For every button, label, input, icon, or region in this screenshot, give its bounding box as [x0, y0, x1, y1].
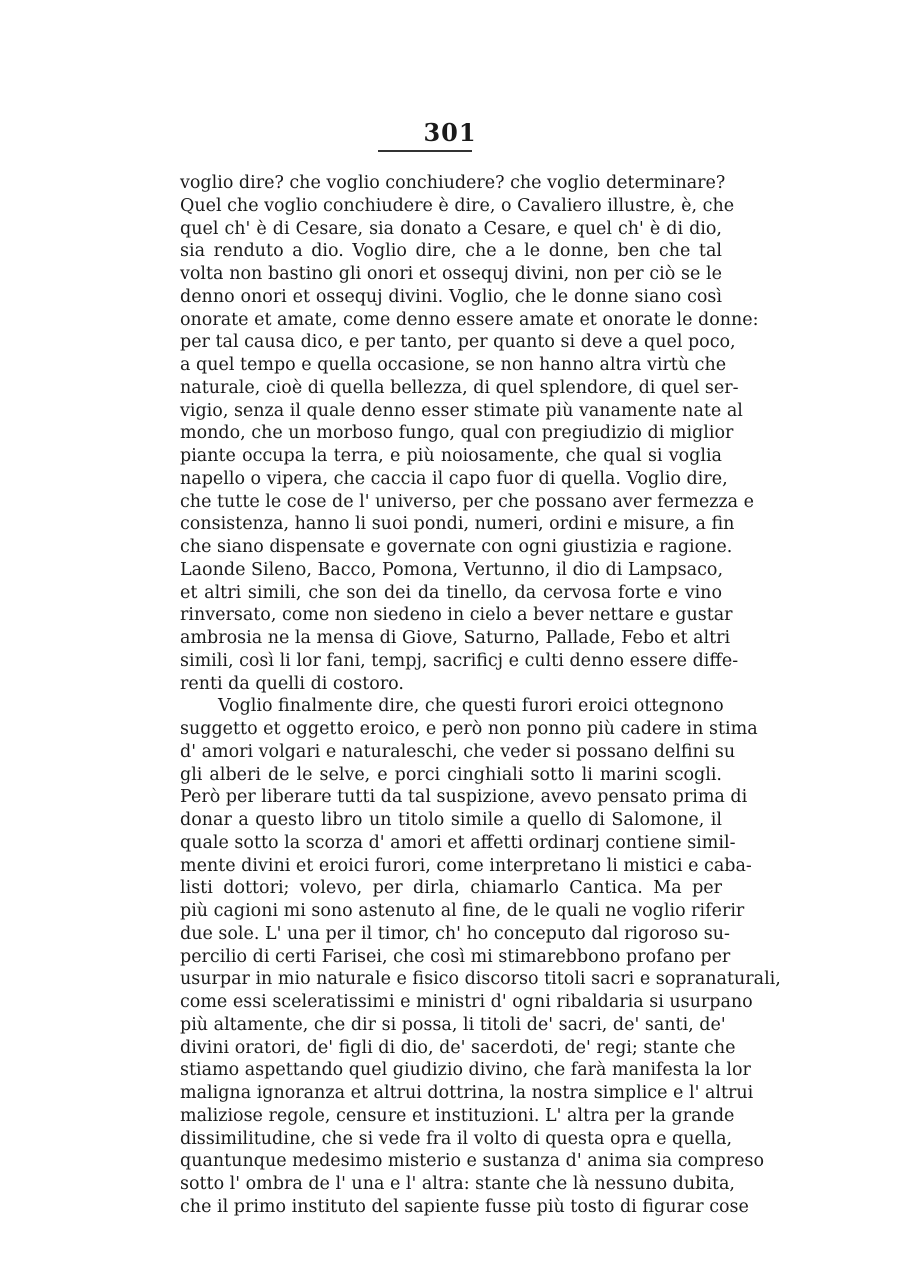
text-line: per tal causa dico, e per tanto, per quanto si deve a quel poco,	[180, 332, 736, 353]
text-line: suggetto et oggetto eroico, e però non ponno più cadere in stima	[180, 719, 758, 739]
text-line: onorate et amate, come denno essere amate et onorate le donne:	[180, 309, 759, 330]
text-line: mondo, che un morboso fungo, qual con pregiudizio di miglior	[180, 423, 734, 444]
text-line: a quel tempo e quella occasione, se non hanno altra virtù che	[180, 355, 727, 375]
text-line: donar a questo libro un titolo simile a quello di Salomone, il	[180, 810, 722, 830]
text-line: vigio, senza il quale denno esser stimate più vanamente nate al	[180, 400, 743, 421]
text-line: che siano dispensate e governate con ogni giustizia e ragione.	[180, 537, 733, 557]
text-line: denno onori et ossequj divini. Voglio, che le donne siano così	[180, 286, 722, 307]
text-line: naturale, cioè di quella bellezza, di quel splendore, di quel ser-	[180, 377, 739, 398]
text-line: piante occupa la terra, e più noiosamente, che qual si voglia	[180, 446, 722, 466]
text-line: usurpar in mio naturale e fisico discorso titoli sacri e sopranaturali,	[180, 969, 781, 990]
paragraph	[180, 695, 781, 1218]
text-line: listi dottori; volevo, per dirla, chiamarlo Cantica. Ma per	[180, 878, 722, 899]
text-line: sotto l' ombra de l' una e l' altra: stante che là nessuno dubita,	[180, 1174, 735, 1194]
header-rule	[378, 150, 472, 152]
text-line: Quel che voglio conchiudere è dire, o Cavaliero illustre, è, che	[180, 195, 735, 216]
text-line: due sole. L' una per il timor, ch' ho conceputo dal rigoroso su-	[180, 923, 730, 944]
text-line: quantunque medesimo misterio e sustanza d' anima sia compreso	[180, 1151, 765, 1172]
text-line: come essi sceleratissimi e ministri d' ogni ribaldaria si usurpano	[180, 992, 753, 1012]
text-line: et altri simili, che son dei da tinello, da cervosa forte e vino	[180, 582, 722, 603]
text-line: Voglio finalmente dire, che questi furori eroici ottegnono	[218, 696, 724, 717]
text-line: Laonde Sileno, Bacco, Pomona, Vertunno, il dio di Lampsaco,	[180, 559, 724, 580]
text-line: renti da quelli di costoro.	[180, 673, 404, 694]
text-line: d' amori volgari e naturaleschi, che veder si possano delfini su	[180, 741, 736, 762]
text-line: Però per liberare tutti da tal suspizione, avevo pensato prima di	[180, 787, 748, 808]
text-line: simili, così li lor fani, tempj, sacrificj e culti denno essere diffe-	[180, 650, 739, 671]
text-line: stiamo aspettando quel giudizio divino, che farà manifesta la lor	[180, 1060, 751, 1081]
text-line: quel ch' è di Cesare, sia donato a Cesare, e quel ch' è di dio,	[180, 218, 722, 239]
text-line: più cagioni mi sono astenuto al fine, de le quali ne voglio riferir	[180, 901, 745, 921]
text-line: maliziose regole, censure et instituzioni. L' altra per la grande	[180, 1105, 735, 1126]
page-number: 301	[423, 118, 477, 147]
text-line: napello o vipera, che caccia il capo fuor di quella. Voglio dire,	[180, 468, 728, 489]
text-line: divini oratori, de' figli di dio, de' sacerdoti, de' regi; stante che	[180, 1037, 736, 1058]
text-line: voglio dire? che voglio conchiudere? che voglio determinare?	[180, 173, 726, 193]
text-line: dissimilitudine, che si vede fra il volto di questa opra e quella,	[180, 1128, 733, 1149]
text-line: che il primo instituto del sapiente fusse più tosto di figurar cose	[180, 1196, 749, 1217]
text-line: ambrosia ne la mensa di Giove, Saturno, Pallade, Febo et altri	[180, 628, 731, 648]
text-line: sia renduto a dio. Voglio dire, che a le donne, ben che tal	[180, 241, 722, 262]
text-line: maligna ignoranza et altrui dottrina, la nostra simplice e l' altrui	[180, 1083, 754, 1103]
text-line: che tutte le cose de l' universo, per che possano aver fermezza e	[180, 491, 755, 512]
text-line: più altamente, che dir si possa, li titoli de' sacri, de' santi, de'	[180, 1014, 726, 1035]
text-line: rinversato, come non siedeno in cielo a bever nettare e gustar	[180, 605, 733, 626]
text-line: quale sotto la scorza d' amori et affetti ordinarj contiene simil-	[180, 832, 736, 853]
text-line: percilio di certi Farisei, che così mi stimarebbono profano per	[180, 946, 731, 967]
text-line: consistenza, hanno li suoi pondi, numeri, ordini e misure, a fin	[180, 514, 735, 535]
paragraph	[180, 172, 759, 695]
body-text	[180, 172, 781, 1219]
text-line: gli alberi de le selve, e porci cinghiali sotto li marini scogli.	[180, 764, 722, 785]
text-line: volta non bastino gli onori et ossequj divini, non per ciò se le	[180, 264, 722, 284]
text-line: mente divini et eroici furori, come interpretano li mistici e caba-	[180, 855, 752, 876]
